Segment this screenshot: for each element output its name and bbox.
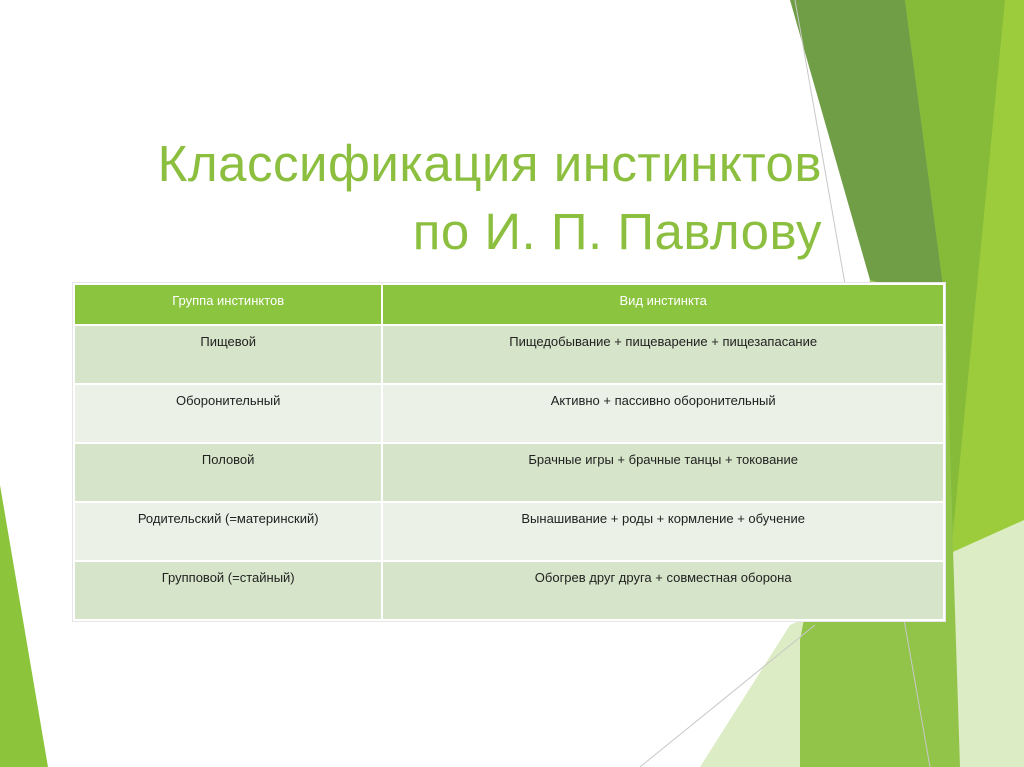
- cell-type: Активно + пассивно оборонительный: [382, 384, 944, 443]
- header-group: Группа инстинктов: [74, 284, 382, 325]
- table-row: [74, 325, 944, 384]
- cell-group: Половой: [74, 443, 382, 502]
- table-row: [74, 502, 944, 561]
- header-type: Вид инстинкта: [382, 284, 944, 325]
- table-row: [74, 443, 944, 502]
- cell-type: Пищедобывание + пищеварение + пищезапасание: [382, 325, 944, 384]
- table-row: [74, 384, 944, 443]
- cell-group: Оборонительный: [74, 384, 382, 443]
- cell-group: Родительский (=материнский): [74, 502, 382, 561]
- cell-group: Пищевой: [74, 325, 382, 384]
- deco-left-bar: [0, 485, 48, 767]
- page-title-line-1: Классификация инстинктов: [157, 135, 822, 192]
- table-header-row: [74, 284, 944, 325]
- table-row: [74, 561, 944, 620]
- instincts-table: [73, 283, 945, 621]
- cell-type: Брачные игры + брачные танцы + токование: [382, 443, 944, 502]
- cell-type: Обогрев друг друга + совместная оборона: [382, 561, 944, 620]
- cell-group: Групповой (=стайный): [74, 561, 382, 620]
- cell-type: Вынашивание + роды + кормление + обучение: [382, 502, 944, 561]
- page-title-line-2: по И. П. Павлову: [412, 203, 822, 260]
